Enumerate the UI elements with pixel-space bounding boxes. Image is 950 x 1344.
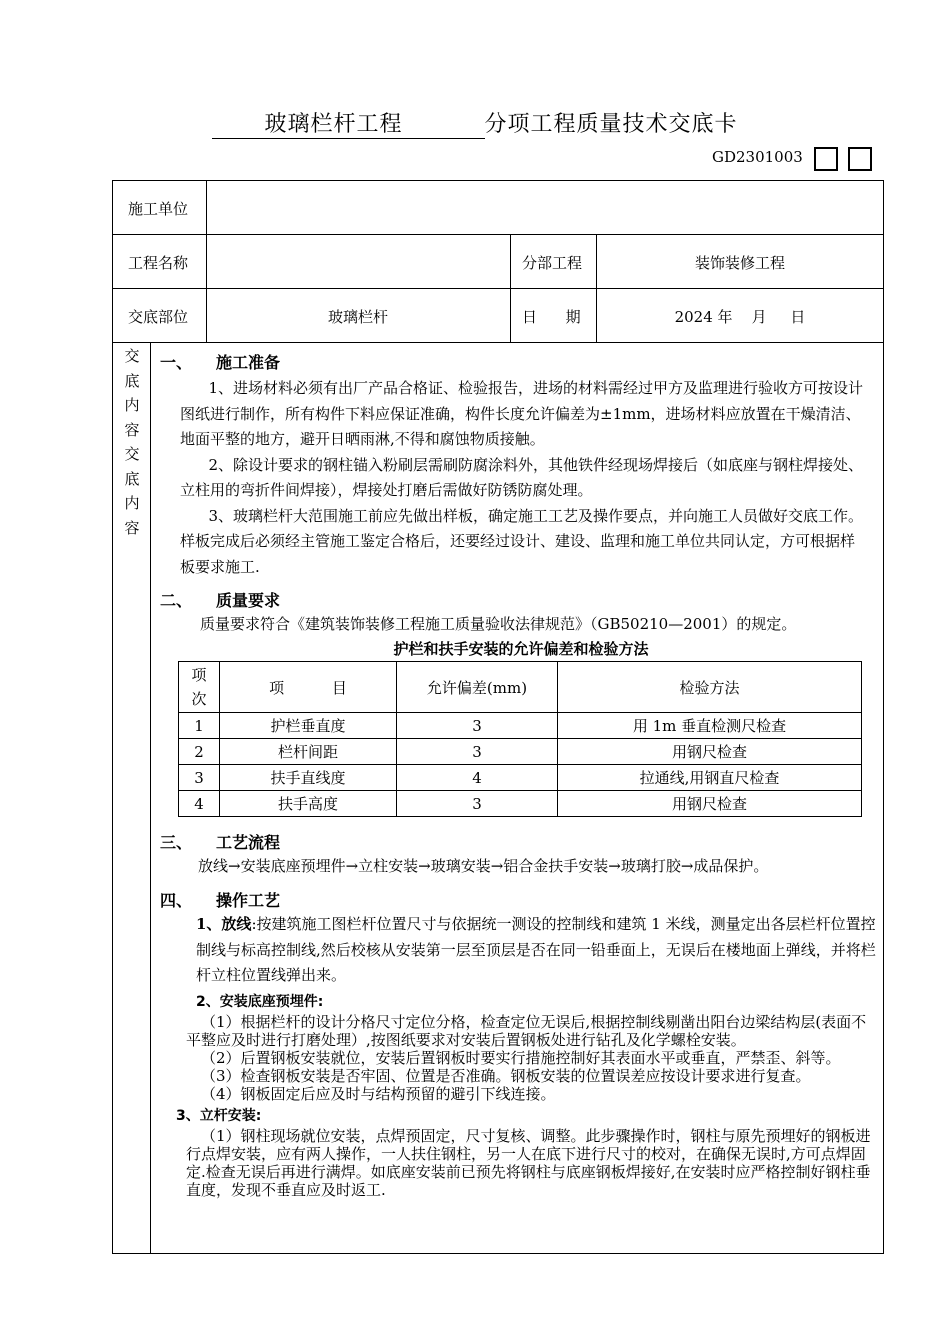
label-division: 分部工程 xyxy=(522,254,583,272)
table-header-row xyxy=(179,662,862,713)
section-quality xyxy=(160,588,882,636)
cell-seq: 1 xyxy=(179,713,220,739)
checkbox-2[interactable] xyxy=(848,147,872,171)
cell-item: 栏杆间距 xyxy=(220,739,397,765)
step-2-item-2: （2）后置钢板安装就位，安装后置钢板时要实行措施控制好其表面水平或垂直，严禁歪、斜等。 xyxy=(201,1048,841,1067)
cell-method: 用 1m 垂直检测尺检查 xyxy=(558,713,862,739)
label-construction-unit: 施工单位 xyxy=(128,200,189,218)
cell-seq: 3 xyxy=(179,765,220,791)
table-row xyxy=(179,765,862,791)
sidebar-label xyxy=(124,344,140,540)
step-2-item-3: （3）检查钢板安装是否牢固、位置是否准确。钢板安装的位置误差应按设计要求进行复查。 xyxy=(201,1066,811,1085)
date-value: 2024 年 月 日 xyxy=(674,308,806,326)
section-heading: 四、 操作工艺 xyxy=(160,891,281,910)
sidebar-char: 内 xyxy=(124,494,140,512)
sidebar-char: 交 xyxy=(124,347,140,365)
construction-unit-value[interactable] xyxy=(220,198,870,218)
step-3-item-1: （1）钢柱现场就位安装，点焊预固定，尺寸复核、调整。此步骤操作时，钢柱与原先预埋好的钢板进行点焊安装，应有两人操作，一人扶住钢柱，另一人在底下进行尺寸的校对，在确保无误时,方可点焊固定.检查无误后再进行满焊。如底座安装前已预先将钢柱与底座钢板焊接好,在安装时应严格控制好钢柱垂直度，发现不垂直应及时返工. xyxy=(186,1126,871,1199)
row-divider xyxy=(112,234,884,235)
operation-step-2-heading: 2、安装底座预埋件: xyxy=(196,993,324,1010)
section-process-flow xyxy=(160,830,882,878)
cell-seq: 2 xyxy=(179,739,220,765)
sidebar-char: 容 xyxy=(124,420,140,439)
division-value: 装饰装修工程 xyxy=(694,254,785,272)
table-row xyxy=(179,713,862,739)
header-item: 项 目 xyxy=(220,662,397,713)
cell-tolerance: 3 xyxy=(397,713,558,739)
step-2-item-1: （1）根据栏杆的设计分格尺寸定位分格，检查定位无误后,根据控制线剔凿出阳台边梁结构层(表面不平整应及时进行打磨处理）,按图纸要求对安装后置钢板处进行钻孔及化学螺栓安装。 xyxy=(186,1012,867,1049)
section-heading: 二、 质量要求 xyxy=(160,591,281,610)
section-operation xyxy=(160,888,882,1199)
document-title xyxy=(0,107,950,139)
cell-seq: 4 xyxy=(179,791,220,817)
header-tolerance: 允许偏差(mm) xyxy=(397,662,558,713)
table-row xyxy=(179,791,862,817)
row-divider xyxy=(112,342,884,343)
sidebar-divider xyxy=(150,342,151,1254)
step-1-text: :按建筑施工图栏杆位置尺寸与依据统一测设的控制线和建筑 1 米线，测量定出各层栏杆位置控制线与标高控制线,然后校核从安装第一层至顶层是否在同一铅垂面上，无误后在楼地面上弹线，并将栏杆立柱位置线弹出来。 xyxy=(196,915,876,984)
title-rest: 分项工程质量技术交底卡 xyxy=(484,112,738,137)
sidebar-char: 内 xyxy=(124,396,140,414)
checkbox-1[interactable] xyxy=(814,147,838,171)
process-flow-steps: 放线→安装底座预埋件→立柱安装→玻璃安装→铝合金扶手安装→玻璃打胶→成品保护。 xyxy=(198,857,769,875)
cell-method: 用钢尺检查 xyxy=(558,739,862,765)
header-seq: 项 次 xyxy=(179,662,220,713)
sidebar-char: 交 xyxy=(124,445,140,463)
row-divider xyxy=(112,288,884,289)
table-row xyxy=(179,739,862,765)
label-handover-part: 交底部位 xyxy=(128,308,189,326)
sidebar-char: 底 xyxy=(124,371,140,390)
sidebar-char: 容 xyxy=(124,518,140,537)
label-date: 日 期 xyxy=(522,308,581,326)
cell-method: 用钢尺检查 xyxy=(558,791,862,817)
title-project-name: 玻璃栏杆工程 xyxy=(212,107,448,139)
operation-step-1 xyxy=(160,912,876,989)
project-name-value[interactable] xyxy=(220,252,500,272)
deviation-table xyxy=(178,661,862,817)
col-divider xyxy=(510,234,511,342)
handover-part-value: 玻璃栏杆 xyxy=(327,308,388,326)
preparation-item-1: 1、进场材料必须有出厂产品合格证、检验报告，进场的材料需经过甲方及监理进行验收方可按设计图纸进行制作，所有构件下料应保证准确，构件长度允许偏差为±1mm，进场材料应放置在干燥清洁、地面平整的地方，避开日晒雨淋,不得和腐蚀物质接触。 xyxy=(180,379,864,448)
cell-item: 护栏垂直度 xyxy=(220,713,397,739)
section-heading: 一、 施工准备 xyxy=(160,353,281,372)
title-underline-gap xyxy=(449,116,485,139)
step-2-item-4: （4）钢板固定后应及时与结构预留的避引下线连接。 xyxy=(201,1084,556,1103)
cell-item: 扶手直线度 xyxy=(220,765,397,791)
preparation-item-2: 2、除设计要求的钢柱锚入粉刷层需刷防腐涂料外，其他铁件经现场焊接后（如底座与钢柱焊接处、立柱用的弯折件间焊接），焊接处打磨后需做好防锈防腐处理。 xyxy=(180,455,864,499)
table-title: 护栏和扶手安装的允许偏差和检验方法 xyxy=(393,640,649,658)
label-project-name: 工程名称 xyxy=(128,254,189,272)
section-preparation xyxy=(160,350,882,580)
quality-standard: 质量要求符合《建筑装饰装修工程施工质量验收法律规范》（GB50210—2001）的规定。 xyxy=(200,615,797,633)
document-code: GD2301003 xyxy=(712,148,803,166)
cell-tolerance: 3 xyxy=(397,791,558,817)
cell-tolerance: 3 xyxy=(397,739,558,765)
preparation-item-3: 3、玻璃栏杆大范围施工前应先做出样板，确定施工工艺及操作要点，并向施工人员做好交底工作。样板完成后必须经主管施工鉴定合格后，还要经过设计、建设、监理和施工单位共同认定，方可根据样板要求施工. xyxy=(180,506,864,576)
step-1-heading: 1、放线 xyxy=(196,915,252,933)
cell-method: 拉通线,用钢直尺检查 xyxy=(558,765,862,791)
header-method: 检验方法 xyxy=(558,662,862,713)
section-heading: 三、 工艺流程 xyxy=(160,833,281,852)
cell-item: 扶手高度 xyxy=(220,791,397,817)
sidebar-char: 底 xyxy=(124,469,140,488)
operation-step-3-heading: 3、立杆安装: xyxy=(176,1107,262,1124)
cell-tolerance: 4 xyxy=(397,765,558,791)
